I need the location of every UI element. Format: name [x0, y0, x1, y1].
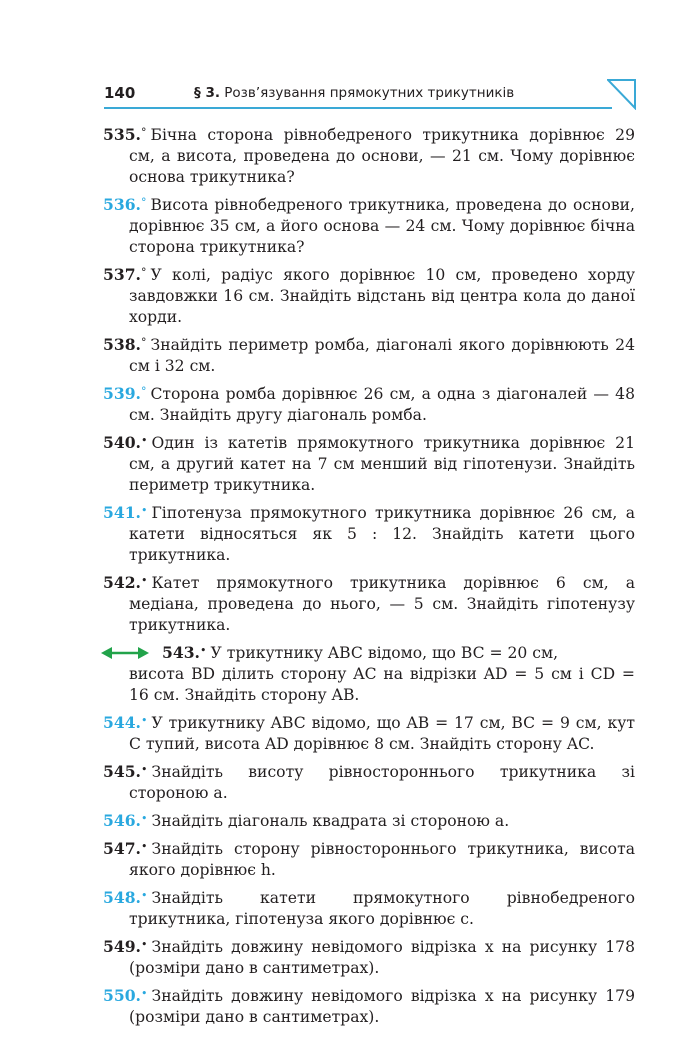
difficulty-mark: • — [140, 504, 148, 517]
problem-text: Знайдіть катети прямокутного рівнобедреного трикутника, гіпотенуза якого дорівнює c. — [129, 889, 635, 928]
difficulty-mark: • — [199, 644, 207, 657]
problem-text: Знайдіть периметр ромба, діагоналі якого дорівнюють 24 см і 32 см. — [129, 336, 635, 375]
difficulty-mark: • — [140, 840, 148, 853]
difficulty-mark: • — [140, 812, 148, 825]
problem-542 — [103, 572, 635, 636]
problem-text: Висота рівнобедреного трикутника, проведена до основи, дорівнює 35 см, а його основа — 24 см. Чому дорівнює бічна сторона трикутника? — [129, 196, 635, 256]
problem-547 — [103, 838, 635, 881]
problem-text: Гіпотенуза прямокутного трикутника дорівнює 26 см, а катети відносяться як 5 : 12. Знайдіть катети цього трикутника. — [129, 504, 635, 564]
corner-triangle-icon — [607, 78, 637, 110]
problem-number: 536. — [103, 195, 141, 214]
problem-545 — [103, 761, 635, 804]
problem-number: 540. — [103, 433, 141, 452]
problem-number: 535. — [103, 125, 141, 144]
problem-538 — [103, 334, 635, 377]
problem-number: 539. — [103, 384, 141, 403]
problem-540 — [103, 432, 635, 496]
difficulty-mark: • — [140, 714, 148, 727]
problem-number: 546. — [103, 811, 141, 830]
problem-text: Знайдіть діагональ квадрата зі стороною a. — [151, 812, 510, 830]
difficulty-mark: • — [140, 987, 148, 1000]
problem-543 — [103, 642, 635, 706]
problem-text: Сторона ромба дорівнює 26 см, а одна з діагоналей — 48 см. Знайдіть другу діагональ ромба. — [129, 385, 635, 424]
section-mark: § 3. — [194, 85, 220, 101]
section-title — [194, 85, 514, 101]
difficulty-mark: ° — [140, 196, 147, 209]
problem-text: У колі, радіус якого дорівнює 10 см, проведено хорду завдовжки 16 см. Знайдіть відстань від центра кола до даної хорди. — [129, 266, 635, 326]
problem-550 — [103, 985, 635, 1028]
difficulty-mark: • — [140, 434, 148, 447]
problem-text: Знайдіть висоту рівностороннього трикутника зі стороною a. — [129, 763, 635, 802]
problem-544 — [103, 712, 635, 755]
problem-text: Знайдіть довжину невідомого відрізка x на рисунку 179 (розміри дано в сантиметрах). — [129, 987, 635, 1026]
problem-text: У трикутнику ABC відомо, що AB = 17 см, BC = 9 см, кут C тупий, висота AD дорівнює 8 см. Знайдіть сторону AC. — [129, 714, 635, 753]
problem-541 — [103, 502, 635, 566]
problem-number: 549. — [103, 937, 141, 956]
problem-text: Знайдіть сторону рівностороннього трикутника, висота якого дорівнює h. — [129, 840, 635, 879]
problem-535 — [103, 124, 635, 188]
page-number: 140 — [104, 84, 136, 102]
difficulty-mark: • — [140, 889, 148, 902]
problem-text: Один із катетів прямокутного трикутника дорівнює 21 см, а другий катет на 7 см менший від гіпотенузи. Знайдіть периметр трикутника. — [129, 434, 635, 494]
problem-number: 545. — [103, 762, 141, 781]
problem-536 — [103, 194, 635, 258]
problem-text: Катет прямокутного трикутника дорівнює 6 см, а медіана, проведена до нього, — 5 см. Знайдіть гіпотенузу трикутника. — [129, 574, 635, 634]
problem-number: 550. — [103, 986, 141, 1005]
difficulty-mark: ° — [140, 266, 147, 279]
problem-list — [103, 124, 635, 1034]
problem-number: 538. — [103, 335, 141, 354]
problem-number: 547. — [103, 839, 141, 858]
section-title-text: Розв’язування прямокутних трикутників — [224, 85, 515, 101]
problem-539 — [103, 383, 635, 426]
problem-number: 548. — [103, 888, 141, 907]
page-header — [104, 84, 638, 108]
problem-text: Знайдіть довжину невідомого відрізка x на рисунку 178 (розміри дано в сантиметрах). — [129, 938, 635, 977]
problem-548 — [103, 887, 635, 930]
problem-number: 542. — [103, 573, 141, 592]
problem-537 — [103, 264, 635, 328]
header-rule — [104, 107, 612, 109]
problem-546 — [103, 810, 635, 832]
difficulty-mark: • — [140, 574, 148, 587]
problem-text: Бічна сторона рівнобедреного трикутника дорівнює 29 см, а висота, проведена до основи, — 21 см. Чому дорівнює основа трикутника? — [129, 126, 635, 186]
difficulty-mark: ° — [140, 126, 147, 139]
problem-number: 544. — [103, 713, 141, 732]
problem-number: 543. — [162, 643, 200, 662]
problem-number: 541. — [103, 503, 141, 522]
difficulty-mark: ° — [140, 385, 147, 398]
difficulty-mark: • — [140, 938, 148, 951]
double-arrow-icon — [101, 645, 149, 661]
problem-number: 537. — [103, 265, 141, 284]
problem-549 — [103, 936, 635, 979]
problem-text-continued: висота BD ділить сторону AC на відрізки AD = 5 см і CD = 16 см. Знайдіть сторону AB. — [129, 665, 635, 704]
difficulty-mark: • — [140, 763, 148, 776]
problem-text: У трикутнику ABC відомо, що BC = 20 см, — [210, 644, 559, 662]
difficulty-mark: ° — [140, 336, 147, 349]
